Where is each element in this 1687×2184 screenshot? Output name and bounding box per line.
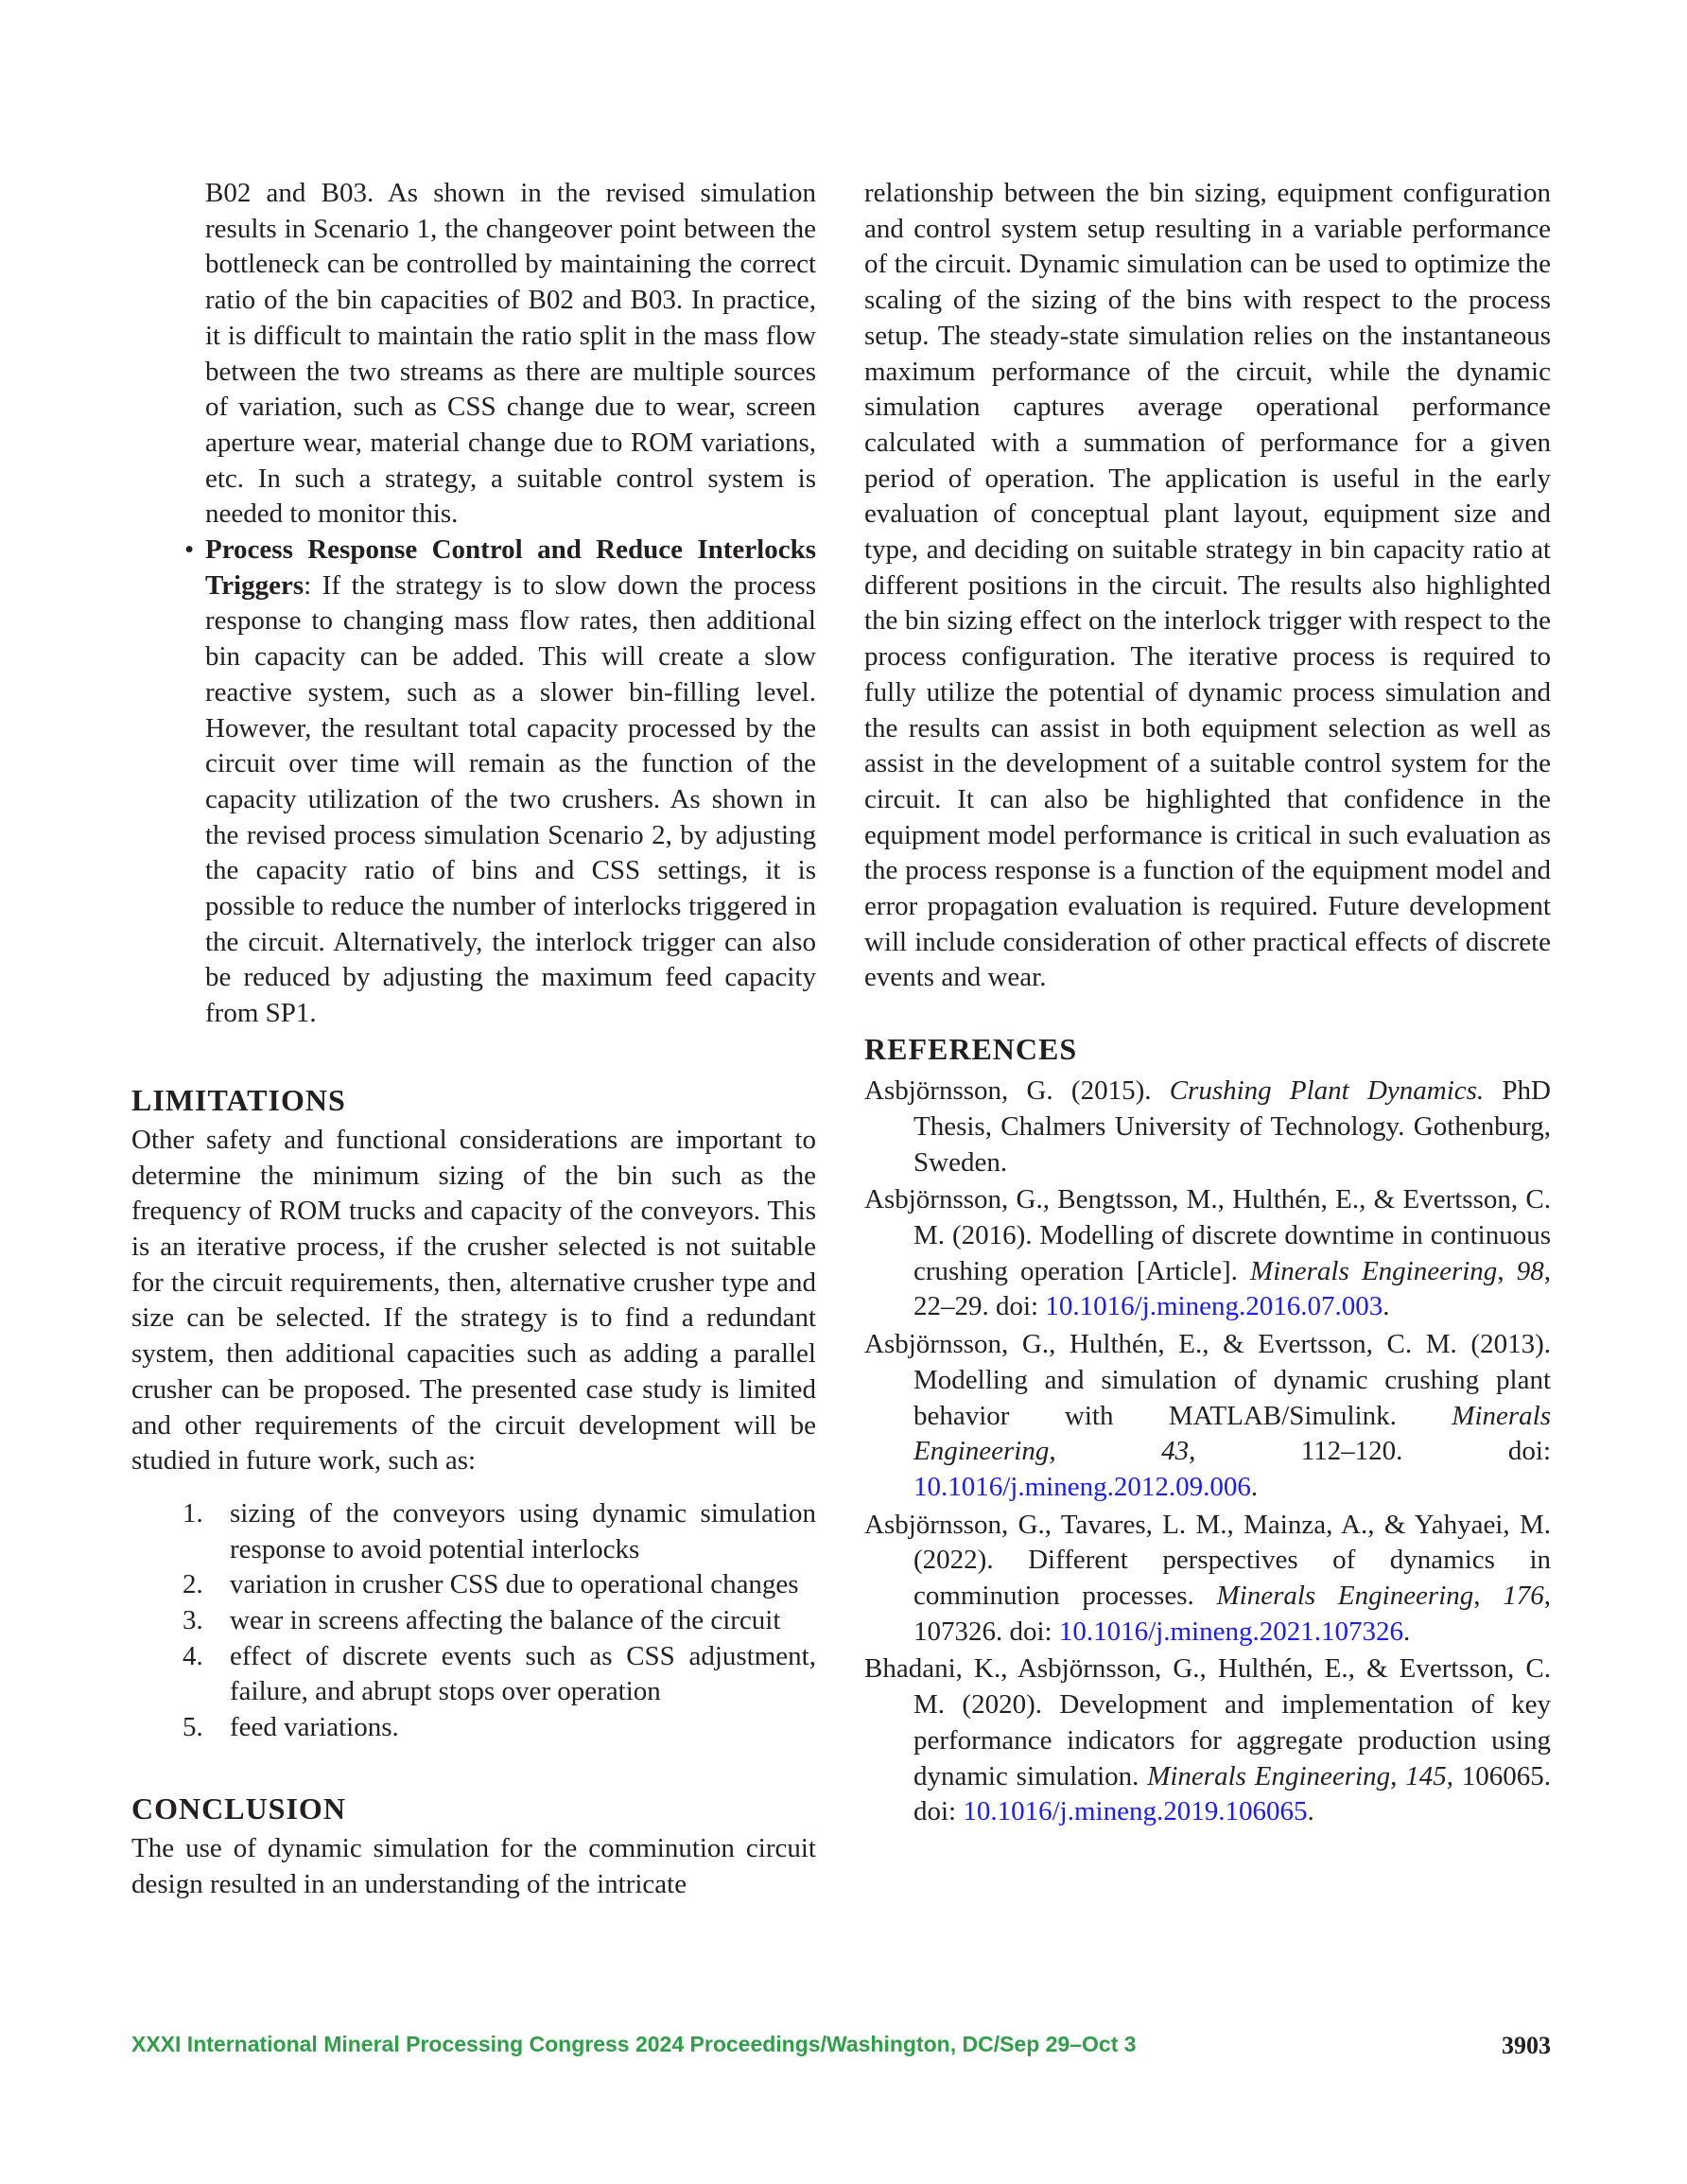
ref-sep: , — [1049, 1436, 1162, 1467]
list-item — [131, 1496, 816, 1567]
intro-paragraph: B02 and B03. As shown in the revised simulation results in Scenario 1, the changeover point between the bottleneck can be controlled by maintaining the correct ratio of the bin capacities of B02 and B03. In practice, it is difficult to maintain the ratio split in the mass flow between the two streams as there are multiple sources of variation, such as CSS change due to wear, screen aperture wear, material change due to ROM variations, etc. In such a strategy, a suitable control system is needed to monitor this. — [205, 178, 816, 530]
ref-pages: , 107326. doi: — [913, 1581, 1551, 1647]
ref-sep: , — [1390, 1760, 1406, 1791]
doi-link[interactable]: 10.1016/j.mineng.2019.106065 — [963, 1796, 1308, 1827]
limitations-paragraph: Other safety and functional considerations are important to determine the minimum sizing of the bin such as the frequency of ROM trucks and capacity of the conveyors. This is an iterative process, if the crusher selected is not suitable for the circuit requirements, then, alternative crusher type and size can be selected. If the strategy is to find a redundant system, then additional capacities such as adding a parallel crusher can be proposed. The presented case study is limited and other requirements of the circuit development will be studied in future work, such as: — [131, 1124, 816, 1476]
list-text: wear in screens affecting the balance of the circuit — [230, 1605, 781, 1636]
page-footer — [131, 2032, 1551, 2064]
doi-link[interactable]: 10.1016/j.mineng.2021.107326 — [1058, 1616, 1403, 1647]
future-work-list — [131, 1496, 816, 1746]
list-item — [131, 1639, 816, 1710]
list-number: 4. — [183, 1640, 203, 1671]
list-number: 3. — [183, 1605, 203, 1636]
list-text: effect of discrete events such as CSS adjustment, failure, and abrupt stops over operation — [230, 1640, 816, 1707]
list-text: feed variations. — [230, 1712, 399, 1743]
reference-item — [864, 1074, 1551, 1180]
list-text: variation in crusher CSS due to operational changes — [230, 1569, 799, 1600]
conclusion-heading: CONCLUSION — [131, 1791, 346, 1826]
ref-end: . — [1307, 1796, 1314, 1827]
ref-volume: 43 — [1161, 1436, 1190, 1467]
ref-authors: Bhadani, K., Asbjörnsson, G., Hulthén, E., & Evertsson, C. M. (2020). Development and implementation of key performance indicators for aggregate production using dynamic simulation. — [864, 1653, 1551, 1791]
ref-journal: Minerals Engineering — [1250, 1255, 1498, 1286]
list-text: sizing of the conveyors using dynamic simulation response to avoid potential interlocks — [230, 1497, 816, 1564]
page-number: 3903 — [1502, 2032, 1551, 2059]
ref-end: . — [1250, 1471, 1259, 1502]
right-column — [864, 176, 1551, 1830]
bullet-item — [131, 533, 816, 1032]
footer-conference-title: XXXI International Mineral Processing Congress 2024 Proceedings/Washington, DC/Sep 29–Oct 3 — [131, 2032, 1137, 2056]
ref-volume: 145 — [1405, 1760, 1447, 1791]
reference-item — [864, 1327, 1551, 1506]
limitations-heading: LIMITATIONS — [131, 1082, 346, 1117]
ref-details: PhD Thesis, Chalmers University of Technology. Gothenburg, Sweden. — [913, 1075, 1551, 1178]
reference-item — [864, 1651, 1551, 1830]
ref-journal: Minerals Engineering — [913, 1400, 1551, 1467]
doi-link[interactable]: 10.1016/j.mineng.2016.07.003 — [1045, 1291, 1383, 1322]
conclusion-paragraph: The use of dynamic simulation for the comminution circuit design resulted in an understanding of the intricate — [131, 1832, 816, 1899]
reference-item — [864, 1508, 1551, 1651]
ref-pages: , 112–120. doi: — [1189, 1436, 1551, 1467]
list-number: 1. — [183, 1497, 203, 1529]
bullet-text: : If the strategy is to slow down the process response to changing mass flow rates, then additional bin capacity can be added. This will create a slow reactive system, such as a slower bin-filling level. However, the resultant total capacity processed by the circuit over time will remain as the function of the capacity utilization of the two crushers. As shown in the revised process simulation Scenario 2, by adjusting the capacity ratio of bins and CSS settings, it is possible to reduce the number of interlocks triggered in the circuit. Alternatively, the interlock trigger can also be reduced by adjusting the maximum feed capacity from SP1. — [205, 569, 816, 1029]
left-column — [131, 176, 816, 1902]
bullet-title: Process Response Control and Reduce Interlocks Triggers — [205, 534, 816, 601]
ref-sep: , — [1497, 1255, 1517, 1286]
ref-title: Crushing Plant Dynamics. — [1169, 1075, 1485, 1107]
ref-authors: Asbjörnsson, G. (2015). — [864, 1075, 1170, 1107]
list-item — [131, 1710, 816, 1746]
list-number: 2. — [183, 1569, 203, 1600]
ref-volume: 176 — [1503, 1581, 1544, 1612]
list-item — [131, 1567, 816, 1603]
reference-list — [864, 1074, 1551, 1830]
ref-end: . — [1402, 1616, 1411, 1647]
doi-link[interactable]: 10.1016/j.mineng.2012.09.006 — [913, 1471, 1251, 1502]
references-heading: REFERENCES — [864, 1032, 1078, 1067]
ref-authors: Asbjörnsson, G., Bengtsson, M., Hulthén, E., & Evertsson, C. M. (2016). Modelling of discrete downtime in continuous crushing operation [Article]. — [864, 1184, 1551, 1286]
ref-authors: Asbjörnsson, G., Tavares, L. M., Mainza, A., & Yahyaei, M. (2022). Different perspectives of dynamics in comminution processes. — [864, 1509, 1551, 1612]
bullet-paragraph — [205, 533, 816, 1032]
conclusion-continued-paragraph: relationship between the bin sizing, equipment configuration and control system setup resulting in a variable performance of the circuit. Dynamic simulation can be used to optimize the scaling of the sizing of the bins with respect to the process setup. The steady-state simulation relies on the instantaneous maximum performance of the circuit, while the dynamic simulation captures average operational performance calculated with a summation of performance for a given period of operation. The application is useful in the early evaluation of conceptual plant layout, equipment size and type, and deciding on suitable strategy in bin capacity ratio at different positions in the circuit. The results also highlighted the bin sizing effect on the interlock trigger with respect to the process configuration. The iterative process is required to fully utilize the potential of dynamic process simulation and the results can assist in both equipment selection as well as assist in the development of a suitable control system for the circuit. It can also be highlighted that confidence in the equipment model performance is critical in such evaluation as the process response is a function of the equipment model and error propagation evaluation is required. Future development will include consideration of other practical effects of discrete events and wear. — [864, 178, 1551, 993]
list-item — [131, 1603, 816, 1639]
ref-volume: 98 — [1516, 1255, 1544, 1286]
ref-journal: Minerals Engineering — [1216, 1581, 1474, 1612]
ref-sep: , — [1473, 1581, 1504, 1612]
ref-pages: , 22–29. doi: — [913, 1255, 1552, 1322]
ref-authors: Asbjörnsson, G., Hulthén, E., & Evertsson, C. M. (2013). Modelling and simulation of dynamic crushing plant behavior with MATLAB/Simulink. — [864, 1329, 1551, 1431]
ref-journal: Minerals Engineering — [1147, 1760, 1391, 1791]
ref-end: . — [1383, 1291, 1390, 1322]
list-number: 5. — [183, 1712, 203, 1743]
bullet-icon: • — [184, 534, 195, 566]
reference-item — [864, 1182, 1551, 1325]
ref-pages: , 106065. doi: — [913, 1760, 1552, 1827]
